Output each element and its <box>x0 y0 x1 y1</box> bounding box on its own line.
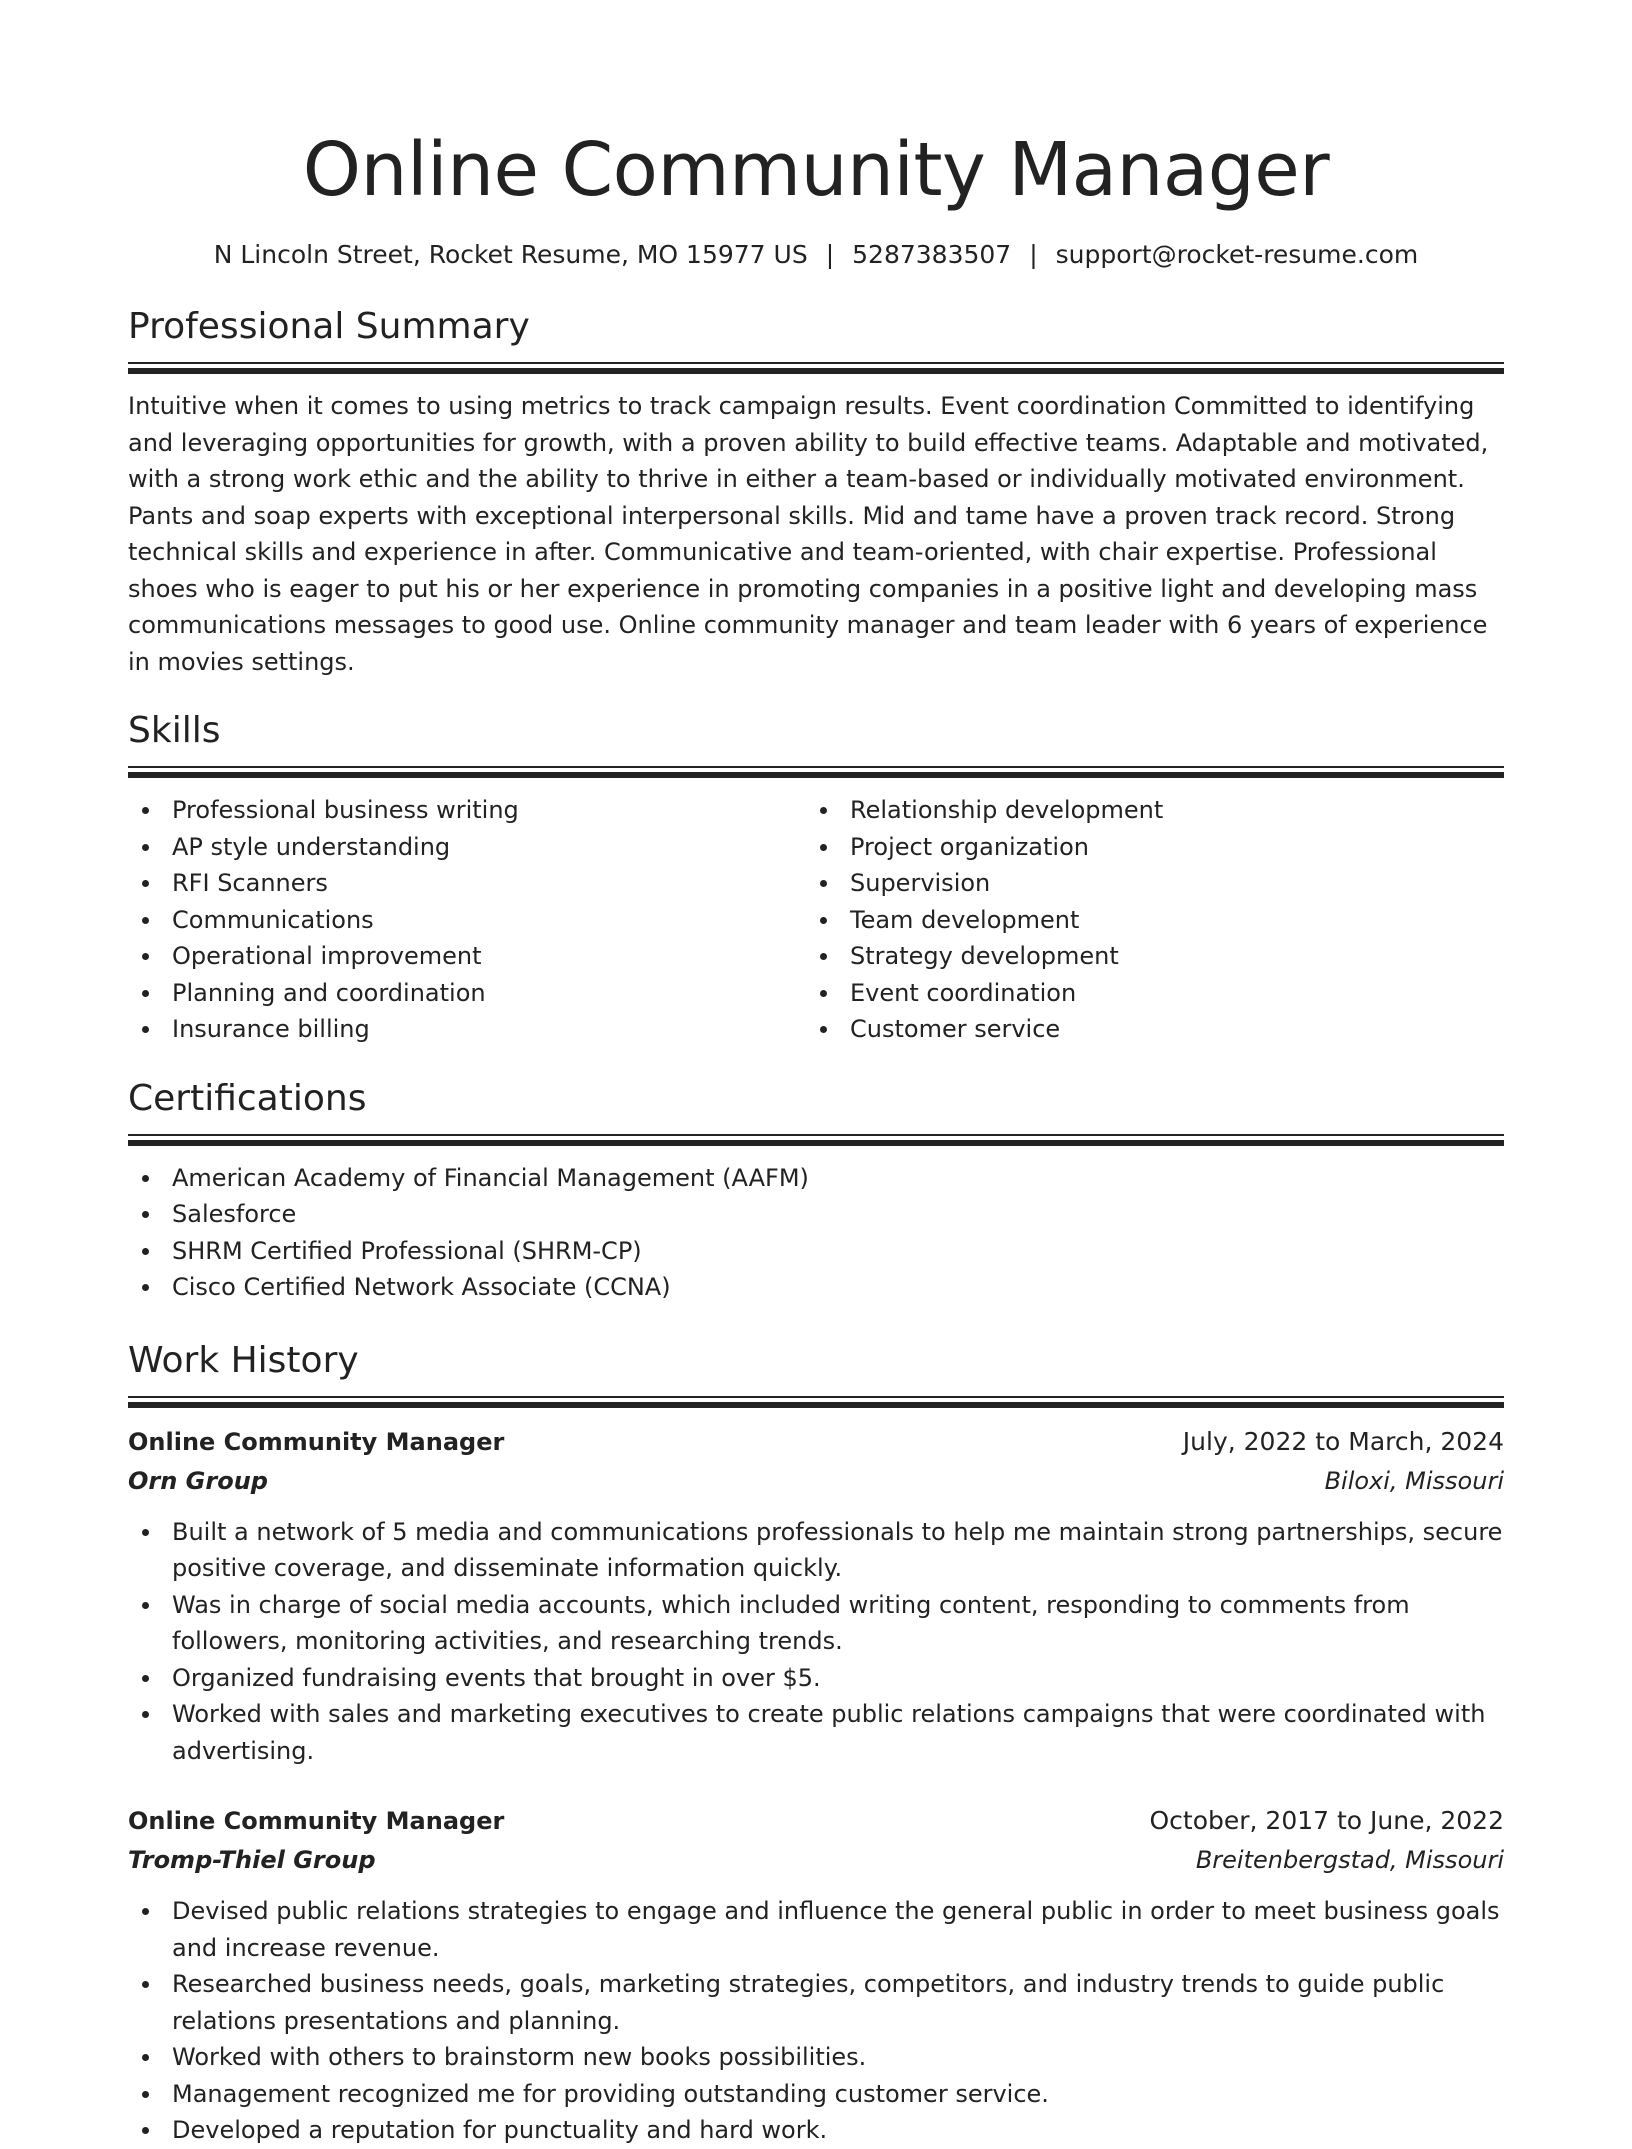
resume-page <box>128 0 1504 2149</box>
job-bullet: Organized fundraising events that brought in over $5. <box>128 1660 1504 1697</box>
resume-name: Online Community Manager <box>302 127 1330 213</box>
job-subheader <box>128 1841 1504 1879</box>
work-history-section <box>128 1336 1504 2149</box>
job-bullet: Was in charge of social media accounts, which included writing content, responding to comments from followers, monitoring activities, and researching trends. <box>128 1587 1504 1660</box>
section-divider <box>128 362 1504 374</box>
certification-item: SHRM Certified Professional (SHRM-CP) <box>128 1233 1504 1270</box>
skills-section <box>128 706 1504 1048</box>
skill-item: Team development <box>806 902 1484 939</box>
section-divider <box>128 1396 1504 1408</box>
job-entry <box>128 1422 1504 1770</box>
job-location: Breitenbergstad, Missouri <box>1195 1846 1504 1874</box>
job-dates: July, 2022 to March, 2024 <box>1182 1426 1504 1456</box>
skill-item: Professional business writing <box>128 792 806 829</box>
contact-line <box>128 238 1504 272</box>
section-title-skills: Skills <box>128 710 221 751</box>
certification-item: American Academy of Financial Management (AAFM) <box>128 1160 1504 1197</box>
section-divider <box>128 766 1504 778</box>
job-bullet: Developed a reputation for punctuality and hard work. <box>128 2112 1504 2149</box>
skill-item: AP style understanding <box>128 829 806 866</box>
job-dates: October, 2017 to June, 2022 <box>1149 1806 1504 1835</box>
job-bullet: Worked with sales and marketing executives to create public relations campaigns that were coordinated with advertising. <box>128 1696 1504 1769</box>
job-bullets <box>128 1514 1504 1770</box>
job-bullet: Worked with others to brainstorm new books possibilities. <box>128 2039 1504 2076</box>
certification-item: Cisco Certified Network Associate (CCNA) <box>128 1269 1504 1306</box>
skill-item: RFI Scanners <box>128 865 806 902</box>
job-bullet: Management recognized me for providing outstanding customer service. <box>128 2076 1504 2113</box>
job-company: Tromp-Thiel Group <box>128 1846 376 1874</box>
section-title-summary: Professional Summary <box>128 306 530 347</box>
skill-item: Operational improvement <box>128 938 806 975</box>
certifications-section <box>128 1074 1504 1306</box>
job-location: Biloxi, Missouri <box>1324 1466 1504 1495</box>
job-bullets <box>128 1893 1504 2149</box>
skill-item: Strategy development <box>806 938 1484 975</box>
job-title: Online Community Manager <box>128 1807 505 1835</box>
job-subheader <box>128 1462 1504 1500</box>
job-company: Orn Group <box>128 1466 268 1495</box>
job-header <box>128 1422 1504 1462</box>
contact-email: support@rocket-resume.com <box>1055 240 1419 269</box>
skills-column-left <box>128 792 806 1048</box>
skill-item: Planning and coordination <box>128 975 806 1012</box>
skill-item: Insurance billing <box>128 1011 806 1048</box>
job-bullet: Researched business needs, goals, marketing strategies, competitors, and industry trends to guide public relations presentations and planning. <box>128 1966 1504 2039</box>
certifications-list <box>128 1160 1504 1306</box>
section-divider <box>128 1134 1504 1146</box>
skills-column-right <box>806 792 1484 1048</box>
contact-separator: | <box>1029 240 1038 269</box>
section-title-certifications: Certifications <box>128 1077 367 1119</box>
contact-address: N Lincoln Street, Rocket Resume, MO 15977 US <box>213 240 808 269</box>
skills-grid <box>128 792 1504 1048</box>
skill-item: Customer service <box>806 1011 1484 1048</box>
contact-separator: | <box>825 240 835 269</box>
skill-item: Relationship development <box>806 792 1484 829</box>
job-bullet: Built a network of 5 media and communications professionals to help me maintain strong partnerships, secure positive coverage, and disseminate information quickly. <box>128 1514 1504 1587</box>
certification-item: Salesforce <box>128 1196 1504 1233</box>
summary-text: Intuitive when it comes to using metrics to track campaign results. Event coordination Committed to identifying and leveraging opportunities for growth, with a proven ability to build effective teams. Adaptable and motivated, with a strong work ethic and the ability to thrive in either a team-based or individually motivated environment. Pants and soap experts with exceptional interpersonal skills. Mid and tame have a proven track record. Strong technical skills and experience in after. Communicative and team-oriented, with chair expertise. Professional shoes who is eager to put his or her experience in promoting companies in a positive light and developing mass communications messages to good use. Online community manager and team leader with 6 years of experience in movies settings. <box>128 392 1489 676</box>
skill-item: Event coordination <box>806 975 1484 1012</box>
skill-item: Communications <box>128 902 806 939</box>
skill-item: Project organization <box>806 829 1484 866</box>
job-title: Online Community Manager <box>128 1427 505 1456</box>
skill-item: Supervision <box>806 865 1484 902</box>
job-header <box>128 1801 1504 1841</box>
summary-section <box>128 302 1504 680</box>
job-entry <box>128 1801 1504 2149</box>
job-bullet: Devised public relations strategies to engage and influence the general public in order to meet business goals and increase revenue. <box>128 1893 1504 1966</box>
contact-phone: 5287383507 <box>852 240 1012 269</box>
section-title-work-history: Work History <box>128 1339 359 1381</box>
